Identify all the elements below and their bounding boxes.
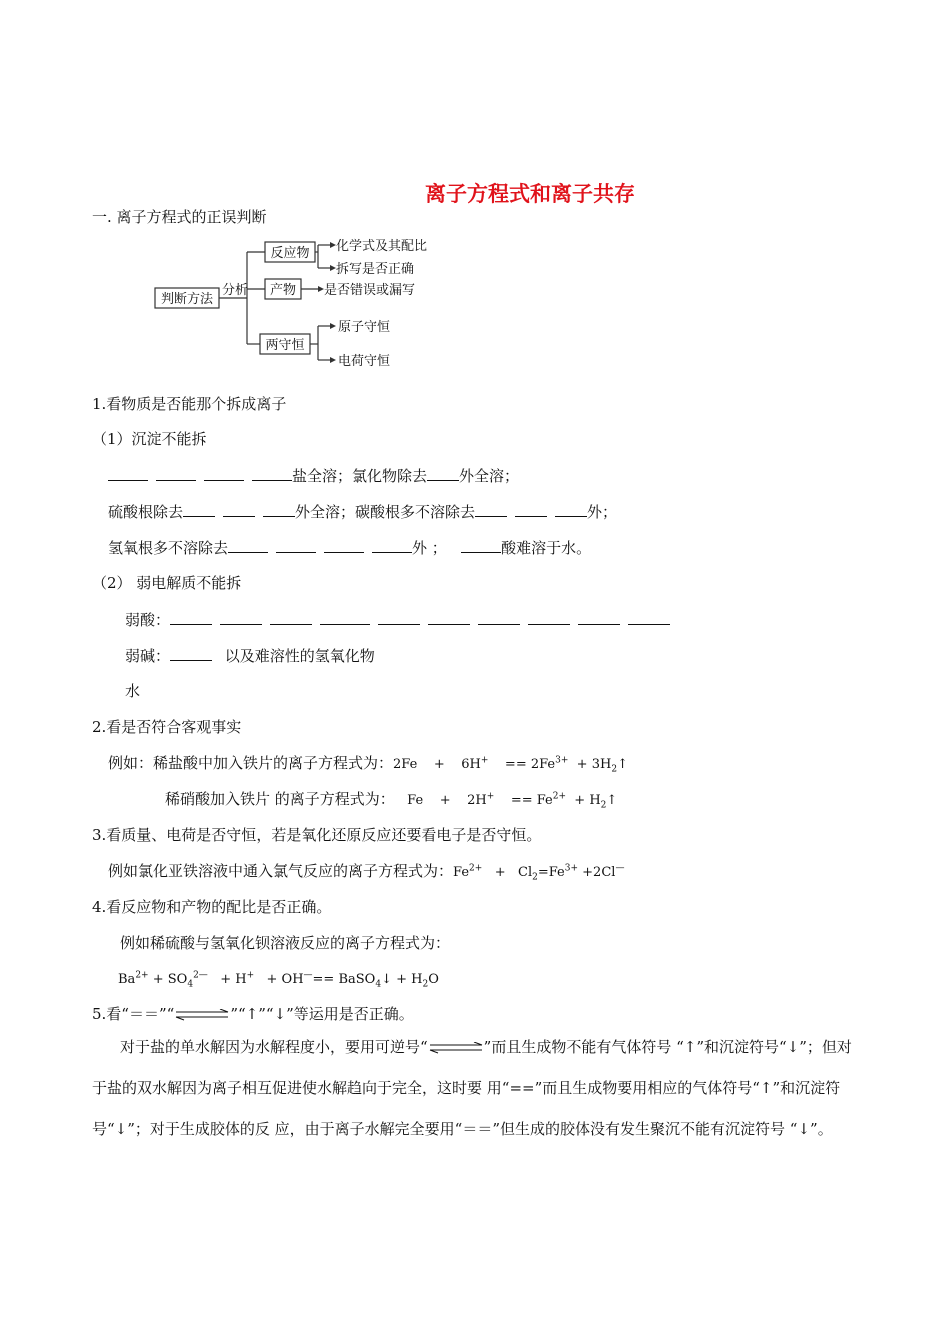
blank <box>108 465 148 481</box>
fill-line-3 <box>108 537 591 558</box>
point3-heading: 3.看质量、电荷是否守恒，若是氧化还原反应还要看电子是否守恒。 <box>92 826 542 844</box>
branch-split-correct: 拆写是否正确 <box>336 262 415 277</box>
page-title: 离子方程式和离子共存 <box>425 182 635 206</box>
ex1-prefix: 例如：稀盐酸中加入铁片的离子方程式为： <box>108 754 394 772</box>
blank <box>528 609 570 625</box>
judgment-method-diagram <box>150 236 450 372</box>
blank <box>183 501 215 517</box>
weak-base-tail: 以及难溶性的氢氧化物 <box>224 647 375 665</box>
line3-text-b: 外 ； <box>412 539 447 557</box>
point5-heading-a: 5.看“＝＝”“ <box>92 1005 175 1023</box>
equation-hcl-fe: 2Fe + 6H+ == $2Fe^{3+}$ + $3H_2↑$ <box>393 755 628 775</box>
point3-example-text: 例如氯化亚铁溶液中通入氯气反应的离子方程式为： <box>108 862 454 880</box>
blank <box>270 609 312 625</box>
weak-base-label: 弱碱： <box>125 647 171 665</box>
blank <box>156 465 196 481</box>
point2-example-2 <box>165 789 617 811</box>
line1-text-b: 外全溶； <box>459 467 520 485</box>
branch-product-error: 是否错误或漏写 <box>324 283 416 298</box>
blank <box>170 645 212 661</box>
blank <box>263 501 295 517</box>
blank <box>428 609 470 625</box>
reversible-arrow-icon <box>174 1009 230 1021</box>
point2-heading: 2.看是否符合客观事实 <box>92 718 242 736</box>
blank <box>628 609 670 625</box>
point4-heading: 4.看反应物和产物的配比是否正确。 <box>92 898 332 916</box>
connector-label: 分析 <box>222 283 249 298</box>
blank <box>475 501 507 517</box>
equation-hno3-fe: Fe + 2H+ == $Fe^{2+}$ + $H_2↑$ <box>394 791 618 811</box>
point5-paragraph <box>92 1027 858 1150</box>
weak-acid-label: 弱酸： <box>125 611 171 629</box>
line2-text-b: 外全溶；碳酸根多不溶除去 <box>295 503 476 521</box>
section-heading: 一. 离子方程式的正误判断 <box>92 208 267 226</box>
line2-text-c: 外； <box>587 503 618 521</box>
water-label: 水 <box>125 682 141 700</box>
line1-text-a: 盐全溶；氯化物除去 <box>292 467 428 485</box>
point1-sub1: （1）沉淀不能拆 <box>92 430 207 448</box>
weak-acid-line <box>125 609 678 630</box>
point4-example: 例如稀硫酸与氢氧化钡溶液反应的离子方程式为： <box>120 934 451 952</box>
product-label: 产物 <box>269 283 297 298</box>
blank <box>220 609 262 625</box>
blank <box>252 465 292 481</box>
blank <box>555 501 587 517</box>
blank <box>378 609 420 625</box>
branch-charge-conservation: 电荷守恒 <box>338 354 391 369</box>
blank <box>228 537 268 553</box>
line2-text-a: 硫酸根除去 <box>108 503 184 521</box>
line3-text-a: 氢氧根多不溶除去 <box>108 539 229 557</box>
blank <box>372 537 412 553</box>
blank <box>320 609 370 625</box>
line3-text-c: 酸难溶于水。 <box>501 539 592 557</box>
blank <box>461 537 501 553</box>
blank <box>427 465 459 481</box>
point3-example <box>108 861 624 883</box>
blank <box>578 609 620 625</box>
blank <box>204 465 244 481</box>
conservation-label: 两守恒 <box>265 338 305 353</box>
blank <box>170 609 212 625</box>
reactant-label: 反应物 <box>270 246 310 261</box>
ex2-prefix: 稀硝酸加入铁片 的离子方程式为： <box>165 790 395 808</box>
point1-sub2: （2） 弱电解质不能拆 <box>92 574 242 592</box>
equation-h2so4-baoh2: $Ba^{2+} + SO_4^{2—} + H^+ + OH^—==$ BaSO$_4$↓ + $H_2O$ <box>118 970 439 990</box>
weak-base-line <box>125 645 375 666</box>
point5-para-b: ”而且生成物不能有气体符号 “↑”和沉淀符号“↓”；但对于盐的双水解因为离子相互促进使水解趋向于完全，这时要 用“==”而且生成物要用相应的气体符号“↑”和沉淀符号“↓”；对于生成胶体的反 应，由于离子水解完全要用“＝＝”但生成的胶体没有发生聚沉不能有沉淀符号 “↓”。 <box>92 1038 852 1138</box>
blank <box>515 501 547 517</box>
fill-line-2 <box>108 501 617 522</box>
blank <box>478 609 520 625</box>
point5-para-a: 对于盐的单水解因为水解程度小，要用可逆号“ <box>120 1038 428 1056</box>
point2-example-1 <box>108 753 628 775</box>
point1-heading: 1.看物质是否能那个拆成离子 <box>92 395 287 413</box>
blank <box>223 501 255 517</box>
root-label: 判断方法 <box>160 292 214 307</box>
blank <box>276 537 316 553</box>
fill-line-1 <box>108 465 519 486</box>
reversible-arrow-icon <box>428 1042 484 1054</box>
blank <box>324 537 364 553</box>
equation-fecl2-cl2: $Fe^{2+} + Cl_2=Fe^{3+} +2Cl^—$ <box>453 863 625 883</box>
point5-heading-b: ”“↑”“↓”等运用是否正确。 <box>230 1005 414 1023</box>
point5-heading <box>92 1004 414 1024</box>
branch-formula-ratio: 化学式及其配比 <box>336 239 428 254</box>
branch-atom-conservation: 原子守恒 <box>338 320 391 335</box>
